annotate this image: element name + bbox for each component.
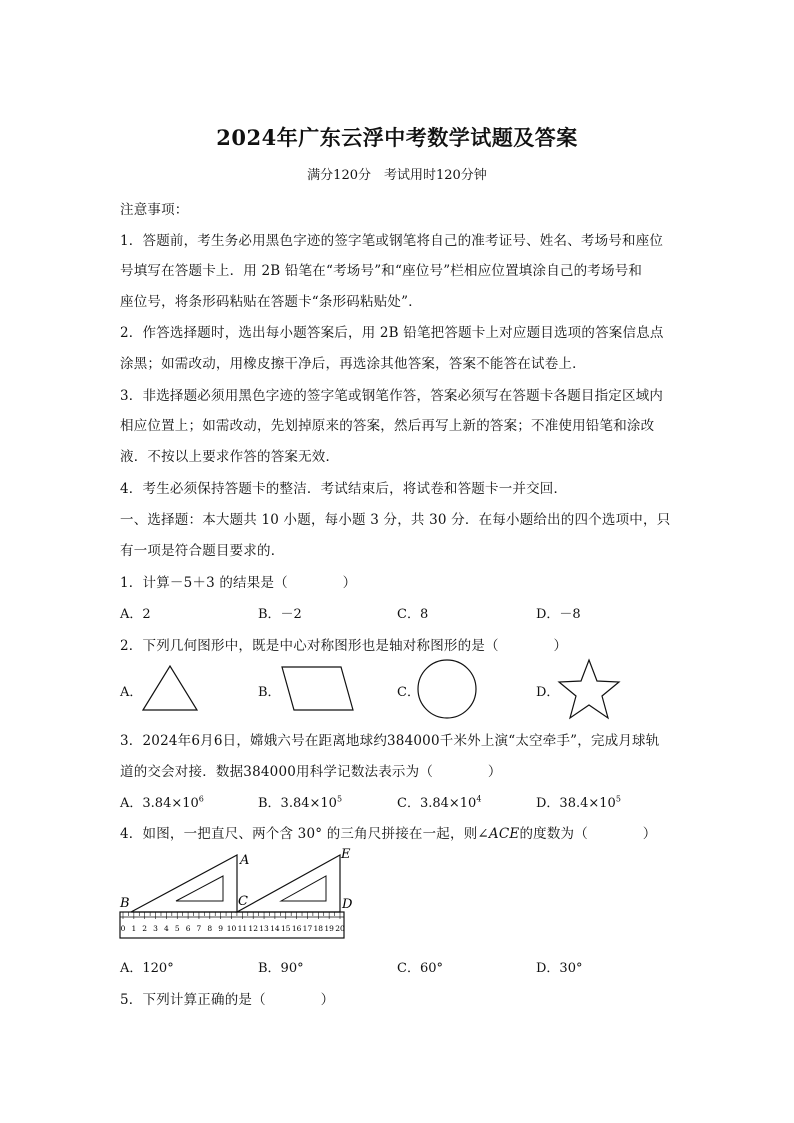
q4-stem-angle: ∠ACE [477, 826, 520, 842]
ruler-tick-label: 12 [248, 924, 258, 933]
ruler-tick-label: 13 [259, 924, 269, 933]
q1-option-d[interactable]: D．－8 [536, 607, 581, 622]
ruler-tick-label: 15 [280, 924, 291, 933]
q2-option-c[interactable]: C． [397, 685, 420, 700]
ruler-tick-label: 18 [313, 924, 324, 933]
section-1-line-1: 一、选择题：本大题共 10 小题，每小题 3 分，共 30 分．在每小题给出的四个选项中，只 [120, 512, 671, 528]
q1-stem: 1．计算－5＋3 的结果是（ ） [120, 575, 357, 591]
triangle-1-inner [176, 876, 223, 901]
page-title: 2024年广东云浮中考数学试题及答案 [216, 125, 578, 150]
q3-stem-line-1: 3．2024年6月6日，嫦娥六号在距离地球约384000千米外上演“太空牵手”，完成月球轨 [120, 733, 660, 749]
section-1-line-2: 有一项是符合题目要求的． [120, 543, 285, 559]
triangle-1-outer [131, 855, 237, 912]
q1-option-c[interactable]: C．8 [397, 607, 429, 622]
q2-stem: 2．下列几何图形中，既是中心对称图形也是轴对称图形的是（ ） [120, 638, 568, 654]
q3-option-c-text: C．3.84×10 [397, 796, 477, 811]
note-4-line-1: 4．考生必须保持答题卡的整洁．考试结束后，将试卷和答题卡一并交回． [120, 481, 568, 497]
ruler-tick-label: 9 [218, 924, 224, 933]
ruler-tick-label: 6 [185, 924, 191, 933]
note-1-line-1: 1．答题前，考生务必用黑色字迹的签字笔或钢笔将自己的准考证号、姓名、考场号和座位 [120, 233, 664, 249]
q1-option-a[interactable]: A．2 [120, 607, 151, 622]
q4-option-d[interactable]: D．30° [536, 961, 583, 976]
point-label-c: C [238, 894, 248, 909]
q3-option-c-exponent: 4 [476, 794, 482, 804]
note-1-line-3: 座位号，将条形码粘贴在答题卡“条形码粘贴处”． [120, 294, 422, 310]
q3-option-a-text: A．3.84×10 [120, 796, 199, 811]
triangle-2-outer [237, 855, 340, 912]
q2-option-a[interactable]: A． [120, 685, 143, 700]
ruler-tick-label: 0 [120, 924, 126, 933]
point-label-a: A [240, 853, 250, 868]
ruler-tick-label: 20 [335, 924, 345, 933]
q4-option-b[interactable]: B．90° [258, 961, 304, 976]
ruler-tick-label: 8 [207, 924, 213, 933]
ruler-tick-label: 16 [291, 924, 302, 933]
ruler-tick-label: 14 [270, 924, 280, 933]
note-2-line-2: 涂黑；如需改动，用橡皮擦干净后，再选涂其他答案，答案不能答在试卷上． [120, 356, 586, 372]
q4-option-c[interactable]: C．60° [397, 961, 443, 976]
q3-option-b-text: B．3.84×10 [258, 796, 337, 811]
point-label-e: E [341, 847, 351, 862]
notes-heading: 注意事项： [120, 202, 189, 218]
page-subtitle: 满分120分 考试用时120分钟 [307, 168, 487, 183]
q2-option-b[interactable]: B． [258, 685, 281, 700]
ruler-tick-label: 19 [324, 924, 334, 933]
note-3-line-3: 液．不按以上要求作答的答案无效． [120, 449, 340, 465]
ruler-tick-label: 3 [153, 924, 158, 933]
q4-option-a[interactable]: A．120° [120, 961, 174, 976]
ruler-tick-label: 10 [226, 924, 237, 933]
point-label-b: B [120, 896, 130, 911]
note-2-line-1: 2．作答选择题时，选出每小题答案后，用 2B 铅笔把答题卡上对应题目选项的答案信息点 [120, 325, 664, 341]
q1-option-b[interactable]: B．－2 [258, 607, 302, 622]
ruler-tick-label: 17 [302, 924, 313, 933]
q4-stem-pre: 4．如图，一把直尺、两个含 30° 的三角尺拼接在一起，则 [120, 826, 478, 842]
q3-option-d-exponent: 5 [615, 794, 621, 804]
q2-option-d[interactable]: D． [536, 685, 560, 700]
ruler-tick-label: 2 [142, 924, 148, 933]
ruler-tick-label: 5 [174, 924, 180, 933]
point-label-d: D [342, 897, 353, 912]
q4-stem-post: 的度数为（ ） [519, 826, 657, 842]
ruler-tick-label: 7 [196, 924, 202, 933]
ruler-tick-label: 4 [164, 924, 169, 933]
ruler-tick-label: 11 [237, 924, 248, 933]
q3-option-d-text: D．38.4×10 [536, 796, 616, 811]
note-1-line-2: 号填写在答题卡上．用 2B 铅笔在“考场号”和“座位号”栏相应位置填涂自己的考场号和 [120, 263, 643, 279]
ruler-tick-label: 1 [131, 924, 137, 933]
q3-option-b-exponent: 5 [336, 794, 343, 804]
triangle-2-inner [281, 876, 326, 901]
note-3-line-2: 相应位置上；如需改动，先划掉原来的答案，然后再写上新的答案；不准使用铅笔和涂改 [120, 418, 655, 434]
note-3-line-1: 3．非选择题必须用黑色字迹的签字笔或钢笔作答，答案必须写在答题卡各题目指定区域内 [120, 388, 664, 404]
q3-stem-line-2: 道的交会对接．数据384000用科学记数法表示为（ ） [120, 764, 502, 780]
q3-option-a-exponent: 6 [198, 794, 204, 804]
q5-stem: 5．下列计算正确的是（ ） [120, 992, 335, 1008]
